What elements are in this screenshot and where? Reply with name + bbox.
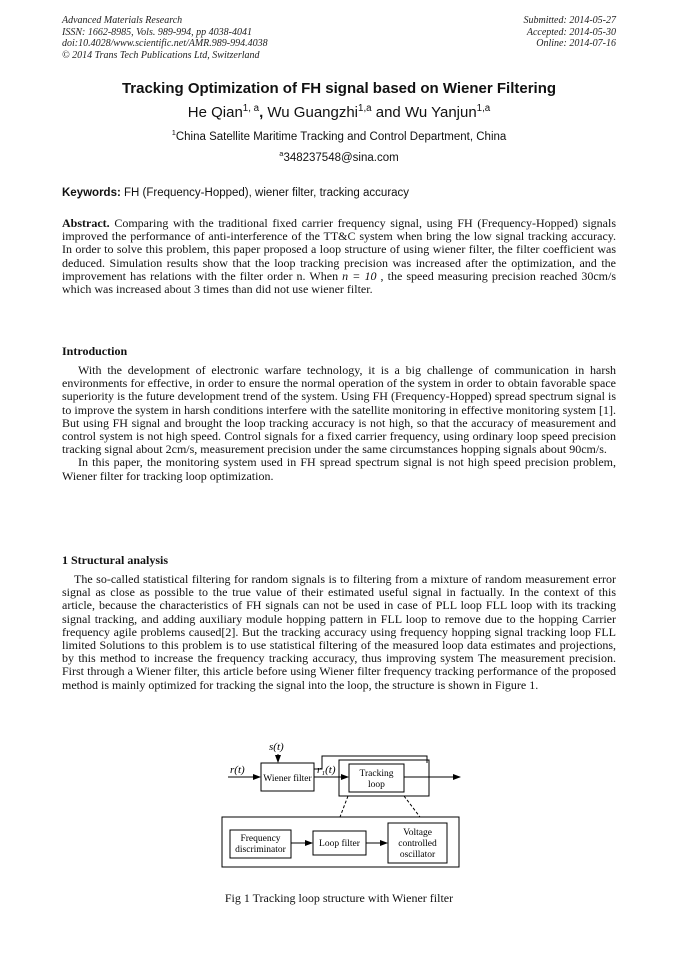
author-affiliation-mark: 1, a — [242, 103, 260, 114]
vco-label-line-1: Voltage — [403, 828, 432, 838]
section-1-paragraph: The so-called statistical filtering for random signals is to filtering from a mixture of random measurement error signal as close as possible to the true value of their estimated useful signal in factually. In the context of this article, because the characteristics of FH signals can not be used in case of PLL loop FLL loop with its tracking signal tracking, and adding auxiliary module hopping pattern in FLL loop to remove due to the hopping Carrier frequency agile problems caused[2]. But the tracking accuracy using frequency hopping signal tracking loop FLL limited Solutions to this problem is to use statistical filtering of the measured loop data estimates and projections, by this method to increase the frequency tracking accuracy, thus improving system The measurement precision. First through a Wiener filter, this article before using Wiener filter frequency tracking performance of the proposed method is mainly optimized for tracking the signal into the loop, the structure is shown in Figure 1. — [62, 572, 616, 692]
doi: doi:10.4028/www.scientific.net/AMR.989-994.4038 — [62, 38, 268, 49]
frequency-discriminator-line-1: Frequency — [240, 834, 281, 844]
vco-label-line-2: controlled — [398, 839, 437, 849]
introduction-paragraph-2: In this paper, the monitoring system used in FH spread spectrum signal is not high speed precision problem, Wiener filter for tracking loop optimization. — [62, 455, 616, 483]
copyright: © 2014 Trans Tech Publications Ltd, Switzerland — [62, 49, 260, 61]
journal-name: Advanced Materials Research — [62, 15, 183, 26]
section-1-heading: 1 Structural analysis — [62, 553, 169, 567]
introduction-paragraph-1: With the development of electronic warfare technology, it is a big challenge of communication in harsh environments for effective, in order to ensure the normal operation of the system in order to obtain favorable space superiority is the future development trend of the system. Using FH (Frequency-Hopped) spread spectrum signal is to improve the system in harsh conditions interfere with the satellite monitoring in effective monitoring system [1]. But using FH signal and brought the loop tracking accuracy is not high, so that the accuracy of measurement and control system is not high speed. Control signals for a fixed carrier frequency, using ordinary loop speed precision tracking signal about 2cm/s, measurement precision under the same circumstances hopping signals about 90cm/s. — [62, 363, 616, 457]
dashed-link-right — [404, 796, 420, 817]
abstract-label: Abstract. — [62, 216, 110, 230]
paper-title: Tracking Optimization of FH signal based on Wiener Filtering — [121, 80, 557, 97]
s-label: s(t) — [269, 741, 284, 753]
affiliation-mark: 1 — [171, 128, 176, 138]
author-affiliation-mark: 1,a — [476, 103, 491, 114]
accepted-date: Accepted: 2014-05-30 — [526, 26, 616, 38]
online-date: Online: 2014-07-16 — [536, 38, 616, 49]
author-separator: and — [371, 104, 405, 121]
tracking-label-line-2: loop — [368, 780, 385, 790]
keywords-label: Keywords: — [62, 187, 121, 199]
introduction-heading: Introduction — [62, 344, 128, 358]
affiliation-text: China Satellite Maritime Tracking and Control Department, China — [175, 131, 507, 143]
author-separator: , — [259, 104, 268, 121]
r1-label: r₁(t) — [317, 764, 336, 776]
email-text: 348237548@sina.com — [283, 152, 399, 164]
abstract-text-after: , the speed measuring precision reached 30cm/s which was increased about 3 times than did not use wiener filter. — [62, 268, 616, 297]
author-affiliation-mark: 1,a — [358, 103, 372, 114]
author-name: He Qian — [187, 104, 243, 121]
tracking-label-line-1: Tracking — [359, 769, 394, 779]
author-name: Wu Guangzhi — [267, 104, 359, 121]
dashed-link-left — [340, 796, 348, 817]
frequency-discriminator-line-2: discriminator — [235, 845, 286, 855]
keywords-text: FH (Frequency-Hopped), wiener filter, tracking accuracy — [120, 187, 410, 199]
r-label: r(t) — [230, 764, 245, 776]
vco-label-line-3: oscillator — [399, 850, 436, 860]
abstract-text-before: Comparing with the traditional fixed carrier frequency signal, using FH (Frequency-Hopped) signals improved the performance of anti-interference of the TT&C system when bring the low signal tracking accuracy. In order to solve this problem, this paper proposed a loop structure of using wiener filter, the filter coefficient was deduced. Simulation results show that the loop tracking precision was increased after the optimization, and the improvement has relations with the filter order n. When — [62, 216, 616, 283]
submitted-date: Submitted: 2014-05-27 — [523, 15, 616, 26]
issn: ISSN: 1662-8985, Vols. 989-994, pp 4038-4041 — [62, 26, 252, 38]
email-mark: a — [279, 149, 284, 159]
figure-1-caption: Fig 1 Tracking loop structure with Wiener filter — [224, 891, 454, 905]
wiener-filter-label: Wiener filter — [263, 774, 312, 784]
abstract-math: n = 10 — [342, 268, 377, 283]
loop-filter-label: Loop filter — [319, 839, 360, 849]
author-name: Wu Yanjun — [404, 104, 477, 121]
